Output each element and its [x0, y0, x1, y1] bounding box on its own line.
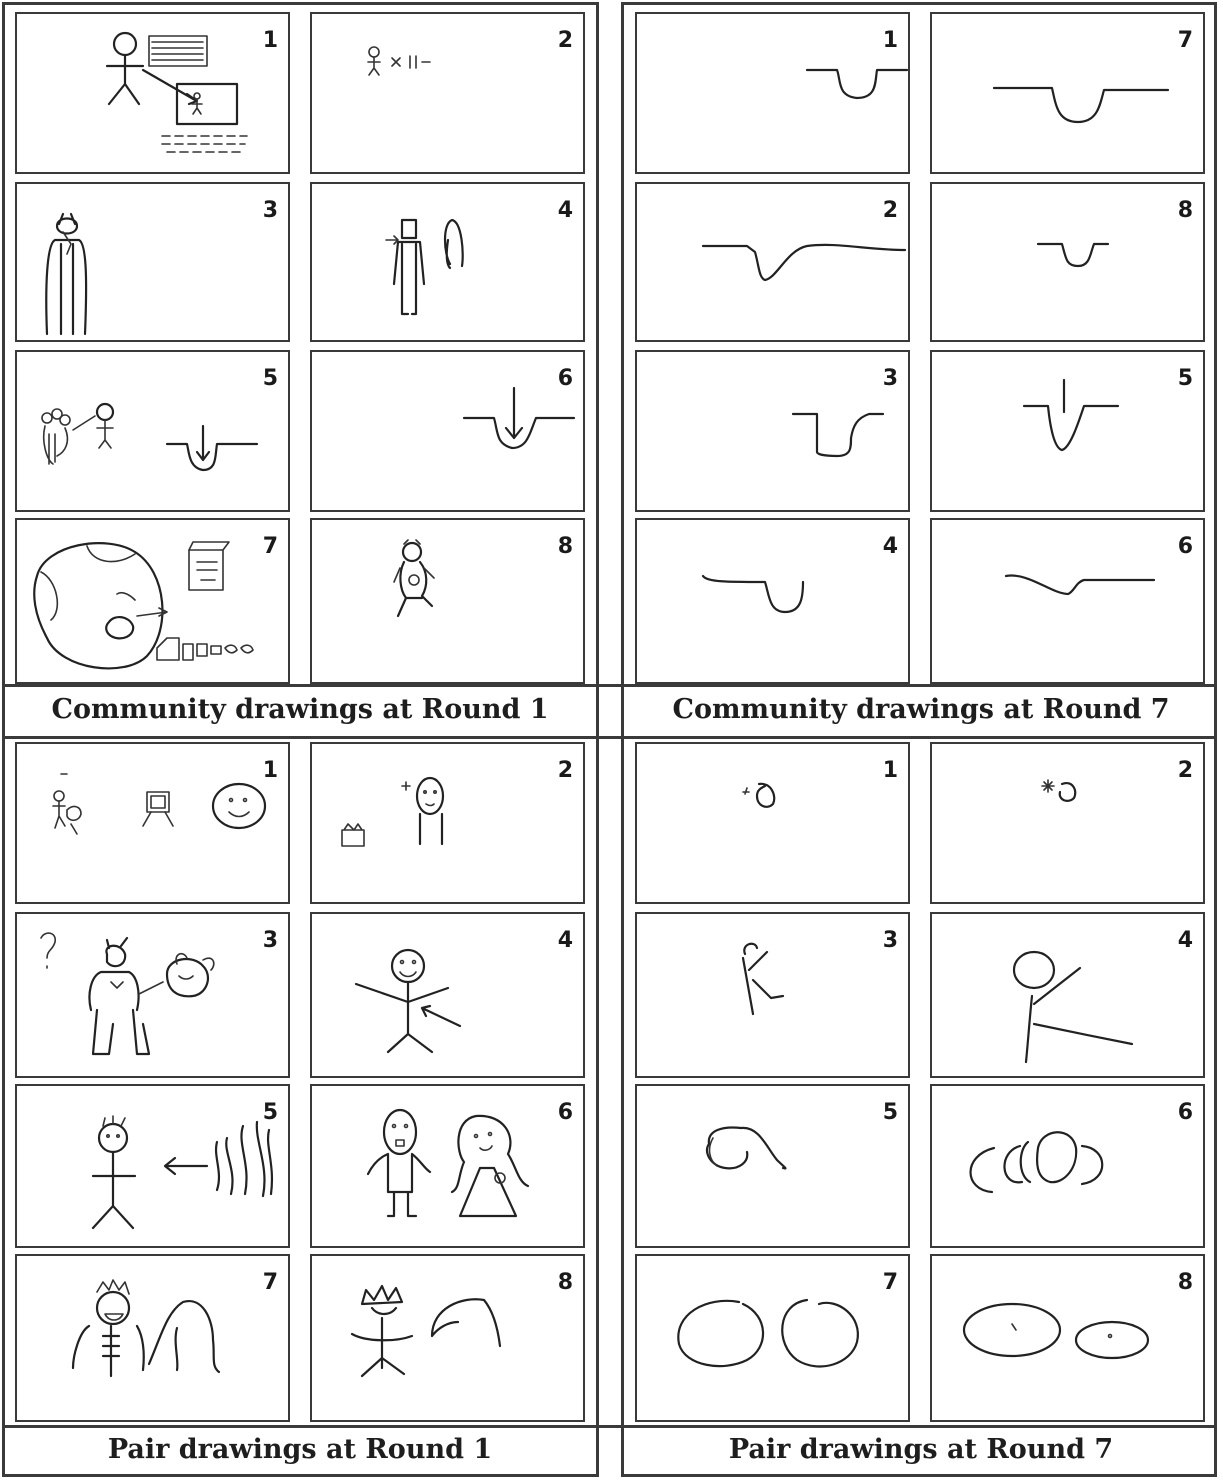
panel-number: 3: [262, 928, 278, 953]
drawing-panel: [635, 12, 910, 174]
drawing-panel: [930, 742, 1205, 904]
sketch-line-with-dip: [637, 184, 908, 340]
drawing-panel: [930, 350, 1205, 512]
section-caption: Community drawings at Round 7: [672, 694, 1170, 725]
panel-number: 3: [882, 366, 898, 391]
panel-number: 7: [262, 1270, 278, 1295]
sketch-crown-figure-and-hair: [312, 1256, 583, 1420]
panel-number: 7: [262, 534, 278, 559]
sketch-globe: [17, 520, 288, 682]
sketch-figure-pointing-at-picture: [17, 14, 288, 172]
section-caption: Pair drawings at Round 7: [728, 1434, 1114, 1465]
panel-number: 7: [882, 1270, 898, 1295]
panel-number: 3: [882, 928, 898, 953]
sketch-line-with-dip: [637, 14, 908, 172]
drawing-panel: [15, 12, 290, 174]
drawing-panel: [310, 518, 585, 684]
panel-number: 6: [557, 366, 573, 391]
sketch-line-with-dip-and-tick: [932, 352, 1203, 510]
panel-number: 2: [557, 28, 573, 53]
panel-number: 5: [262, 366, 278, 391]
panel-number: 6: [557, 1100, 573, 1125]
sketch-man-and-woman: [312, 184, 583, 340]
sketch-figure-easel-smiley: [17, 744, 288, 902]
sketch-star-and-loop: [932, 744, 1203, 902]
drawing-panel: [930, 912, 1205, 1078]
sketch-boy-and-girl: [312, 1086, 583, 1246]
panel-number: 1: [882, 758, 898, 783]
drawing-panel: [930, 1084, 1205, 1248]
panel-number: 6: [1177, 534, 1193, 559]
drawing-panel: [635, 742, 910, 904]
panel-number: 2: [1177, 758, 1193, 783]
panel-number: 8: [557, 1270, 573, 1295]
sketch-line-with-dip: [932, 184, 1203, 340]
sketch-stick-figure-arrow-flames: [17, 1086, 288, 1246]
panel-number: 3: [262, 198, 278, 223]
panel-number: 5: [882, 1100, 898, 1125]
drawing-panel: [310, 742, 585, 904]
drawing-panel: [635, 518, 910, 684]
panel-number: 4: [557, 928, 573, 953]
panel-number: 5: [262, 1100, 278, 1125]
sketch-tiny-figure: [312, 14, 583, 172]
panel-number: 8: [1177, 1270, 1193, 1295]
drawing-panel: [310, 350, 585, 512]
caption-top-rule-bottom: [2, 1425, 1217, 1428]
panel-number: 2: [557, 758, 573, 783]
drawing-panel: [15, 912, 290, 1078]
sketch-small-stick-figure: [637, 914, 908, 1076]
column-divider: [596, 2, 624, 1477]
drawing-panel: [15, 518, 290, 684]
drawing-panel: [930, 12, 1205, 174]
sketch-bracketed-loops: [932, 1086, 1203, 1246]
drawing-panel: [310, 912, 585, 1078]
drawing-panel: [15, 1084, 290, 1248]
section-caption: Community drawings at Round 1: [51, 694, 549, 725]
sketch-crowned-face: [17, 1256, 288, 1420]
drawing-panel: [635, 182, 910, 342]
drawing-panel: [930, 518, 1205, 684]
panel-number: 5: [1177, 366, 1193, 391]
sketch-line-with-dip: [932, 14, 1203, 172]
caption-bottom-rule: [2, 736, 1217, 739]
drawing-panel: [930, 182, 1205, 342]
panel-number: 8: [557, 534, 573, 559]
sketch-tall-figure: [17, 184, 288, 340]
drawing-panel: [310, 1254, 585, 1422]
drawing-panel: [635, 1254, 910, 1422]
drawing-panel: [635, 912, 910, 1078]
sketch-line-with-dip: [637, 352, 908, 510]
panel-number: 4: [882, 534, 898, 559]
panel-number: 6: [1177, 1100, 1193, 1125]
sketch-two-circles: [637, 1256, 908, 1420]
drawing-panel: [15, 1254, 290, 1422]
section-caption: Pair drawings at Round 1: [107, 1434, 493, 1465]
sketch-circle-head-figure: [932, 914, 1203, 1076]
sketch-looped-outline: [637, 1086, 908, 1246]
drawing-panel: [15, 182, 290, 342]
sketch-figures-with-dip: [17, 352, 288, 510]
sketch-line-with-dip: [312, 352, 583, 510]
sketch-line-with-dip: [637, 520, 908, 682]
panel-number: 2: [882, 198, 898, 223]
sketch-smiling-stick-figure: [312, 914, 583, 1076]
sketch-line-with-dip: [932, 520, 1203, 682]
drawing-panel: [310, 12, 585, 174]
panel-number: 1: [882, 28, 898, 53]
panel-number: 4: [557, 198, 573, 223]
drawing-panel: [930, 1254, 1205, 1422]
drawing-panel: [635, 350, 910, 512]
sketch-seated-figure: [312, 520, 583, 682]
caption-top-rule: [2, 684, 1217, 687]
sketch-mark-and-loop: [637, 744, 908, 902]
panel-number: 1: [262, 28, 278, 53]
drawing-panel: [310, 182, 585, 342]
sketch-figure-and-animal: [17, 914, 288, 1076]
panel-number: 4: [1177, 928, 1193, 953]
drawing-panel: [310, 1084, 585, 1248]
sketch-box-and-bust: [312, 744, 583, 902]
panel-number: 8: [1177, 198, 1193, 223]
drawing-panel: [15, 350, 290, 512]
drawing-panel: [635, 1084, 910, 1248]
sketch-two-ovals-with-dots: [932, 1256, 1203, 1420]
drawing-panel: [15, 742, 290, 904]
panel-number: 1: [262, 758, 278, 783]
panel-number: 7: [1177, 28, 1193, 53]
